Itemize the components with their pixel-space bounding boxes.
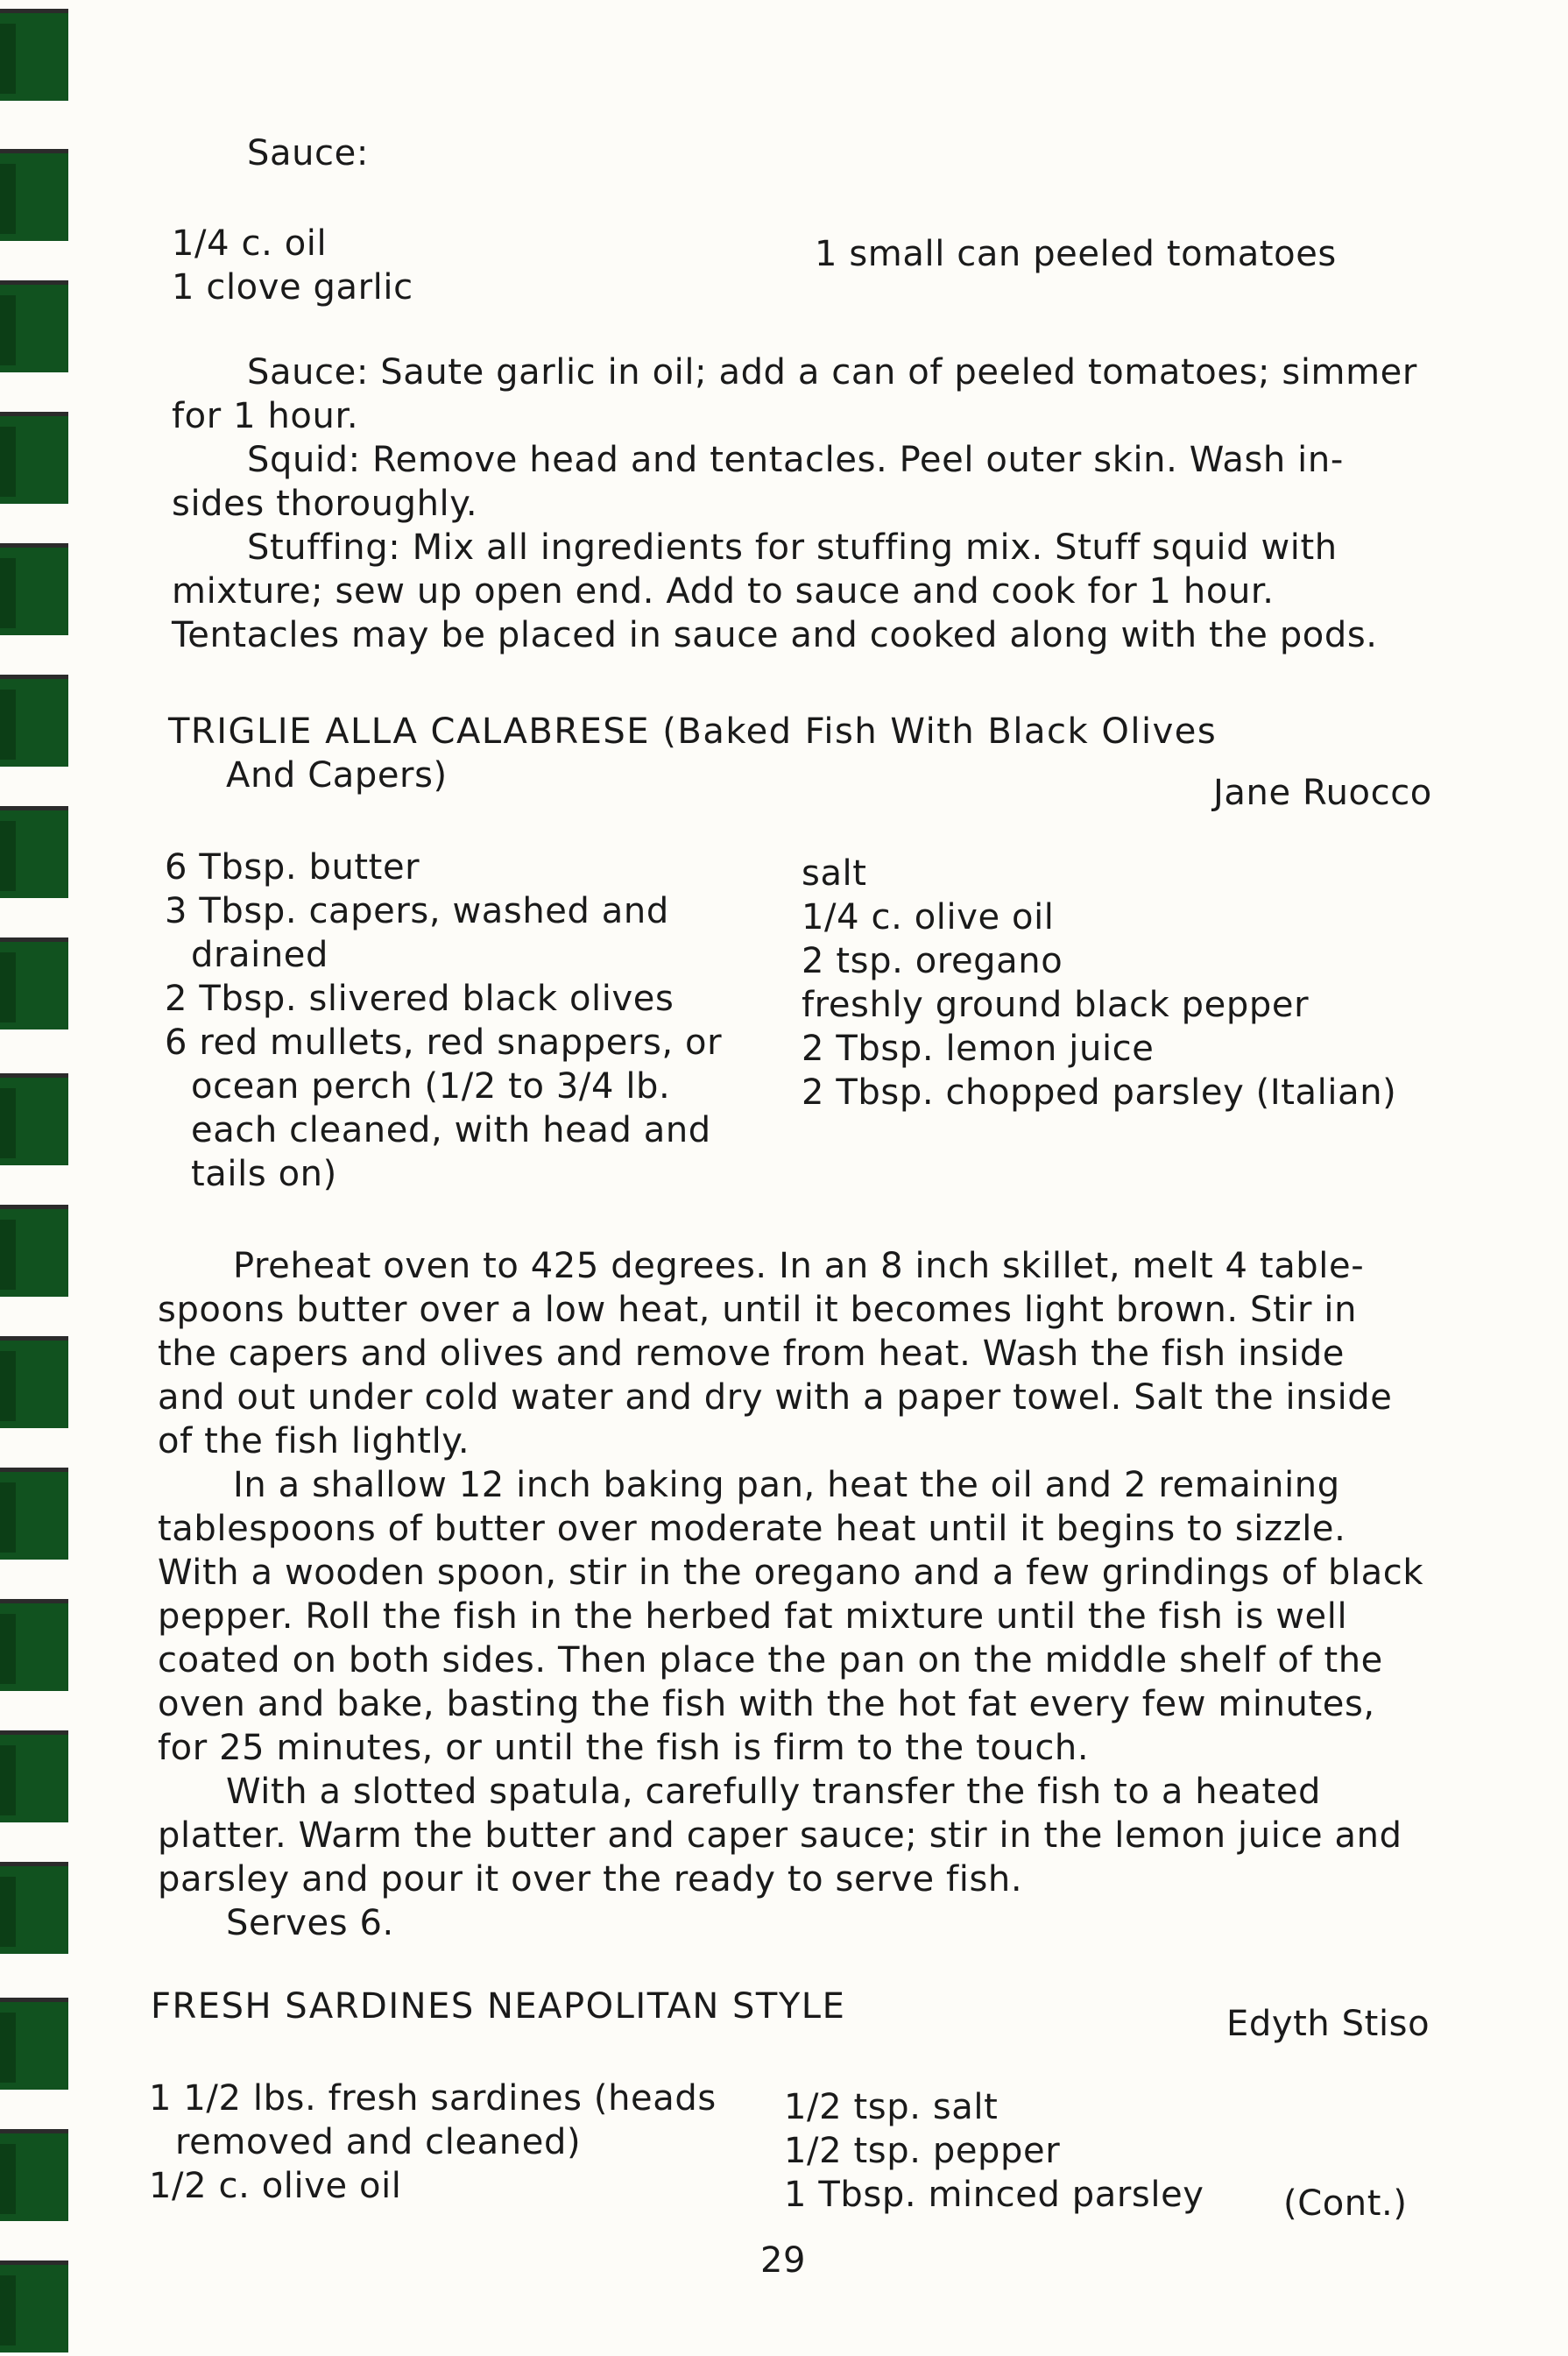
- instruction-line: sides thoroughly.: [172, 484, 478, 524]
- instruction-line: platter. Warm the butter and caper sauce; stir in the lemon juice and: [158, 1815, 1402, 1856]
- instruction-line: With a slotted spatula, carefully transfer the fish to a heated: [226, 1772, 1322, 1812]
- recipe2-ingredients-right: [784, 2085, 1204, 2217]
- ingredient-line: each cleaned, with head and: [191, 1110, 711, 1150]
- sauce-ingredients-right: [815, 232, 1337, 276]
- ingredient-line: 2 Tbsp. slivered black olives: [165, 979, 675, 1019]
- ingredient-line: 1 Tbsp. minced parsley: [784, 2175, 1204, 2215]
- ingredient-line: 1/2 c. olive oil: [149, 2166, 402, 2206]
- instruction-line: With a wooden spoon, stir in the oregano and a few grindings of black: [158, 1553, 1424, 1593]
- squid-instructions: [172, 350, 1417, 657]
- recipe-title: FRESH SARDINES NEAPOLITAN STYLE: [151, 1986, 846, 2027]
- instruction-line: pepper. Roll the fish in the herbed fat mixture until the fish is well: [158, 1596, 1348, 1637]
- ingredient-line: 1/2 tsp. pepper: [784, 2131, 1061, 2171]
- instruction-line: for 25 minutes, or until the fish is firm to the touch.: [158, 1728, 1090, 1768]
- instruction-line: the capers and olives and remove from heat. Wash the fish inside: [158, 1334, 1346, 1374]
- ingredient-line: 1/4 c. oil: [172, 223, 328, 264]
- sauce-ingredients-left: [172, 222, 413, 309]
- ingredient-line: 3 Tbsp. capers, washed and: [165, 891, 669, 931]
- ingredient-line: drained: [191, 935, 329, 975]
- ingredient-line: salt: [802, 853, 867, 894]
- ingredient-line: removed and cleaned): [175, 2122, 582, 2162]
- instruction-line: parsley and pour it over the ready to serve fish.: [158, 1859, 1023, 1900]
- ingredient-line: 6 red mullets, red snappers, or: [165, 1022, 723, 1063]
- ingredient-line: 1 clove garlic: [172, 267, 413, 308]
- ingredient-line: freshly ground black pepper: [802, 985, 1310, 1025]
- instruction-line: Stuffing: Mix all ingredients for stuffing mix. Stuff squid with: [247, 527, 1338, 568]
- instruction-line: oven and bake, basting the fish with the hot fat every few minutes,: [158, 1684, 1375, 1724]
- recipe1-ingredients-right: [802, 852, 1396, 1114]
- ingredient-line: 1/2 tsp. salt: [784, 2087, 999, 2127]
- continued-label: (Cont.): [1283, 2183, 1408, 2224]
- recipe-author: Edyth Stiso: [1226, 2004, 1430, 2044]
- ingredient-line: tails on): [191, 1154, 337, 1194]
- ingredient-line: 1/4 c. olive oil: [802, 897, 1055, 937]
- instruction-line: coated on both sides. Then place the pan on the middle shelf of the: [158, 1640, 1383, 1680]
- instruction-line: mixture; sew up open end. Add to sauce and cook for 1 hour.: [172, 571, 1275, 612]
- ingredient-line: 1 1/2 lbs. fresh sardines (heads: [149, 2078, 717, 2119]
- instruction-line: Sauce: Saute garlic in oil; add a can of peeled tomatoes; simmer: [247, 352, 1417, 393]
- ingredient-line: 1 small can peeled tomatoes: [815, 234, 1337, 274]
- instruction-line: Serves 6.: [226, 1903, 394, 1943]
- recipe2-ingredients-left: [149, 2077, 717, 2208]
- instruction-line: In a shallow 12 inch baking pan, heat the oil and 2 remaining: [233, 1465, 1340, 1505]
- page-number: 29: [760, 2240, 807, 2281]
- recipe-author: Jane Ruocco: [1213, 773, 1432, 813]
- ingredient-line: 6 Tbsp. butter: [165, 847, 420, 888]
- instruction-line: for 1 hour.: [172, 396, 359, 436]
- ingredient-line: 2 Tbsp. lemon juice: [802, 1029, 1155, 1069]
- instruction-line: of the fish lightly.: [158, 1421, 470, 1461]
- recipe-title-continued: And Capers): [226, 755, 448, 796]
- instruction-line: and out under cold water and dry with a paper towel. Salt the inside: [158, 1377, 1393, 1418]
- instruction-line: Preheat oven to 425 degrees. In an 8 inch skillet, melt 4 table-: [233, 1246, 1365, 1286]
- sauce-heading: Sauce:: [247, 133, 369, 173]
- instruction-line: spoons butter over a low heat, until it becomes light brown. Stir in: [158, 1290, 1358, 1330]
- ingredient-line: 2 tsp. oregano: [802, 941, 1063, 981]
- instruction-line: tablespoons of butter over moderate heat until it begins to sizzle.: [158, 1509, 1346, 1549]
- recipe1-instructions: [158, 1244, 1423, 1945]
- ingredient-line: 2 Tbsp. chopped parsley (Italian): [802, 1072, 1397, 1113]
- instruction-line: Squid: Remove head and tentacles. Peel outer skin. Wash in-: [247, 440, 1344, 480]
- recipe1-ingredients-left: [165, 845, 722, 1196]
- recipe-title: TRIGLIE ALLA CALABRESE (Baked Fish With Black Olives: [168, 711, 1218, 752]
- ingredient-line: ocean perch (1/2 to 3/4 lb.: [191, 1066, 671, 1107]
- instruction-line: Tentacles may be placed in sauce and cooked along with the pods.: [172, 615, 1378, 655]
